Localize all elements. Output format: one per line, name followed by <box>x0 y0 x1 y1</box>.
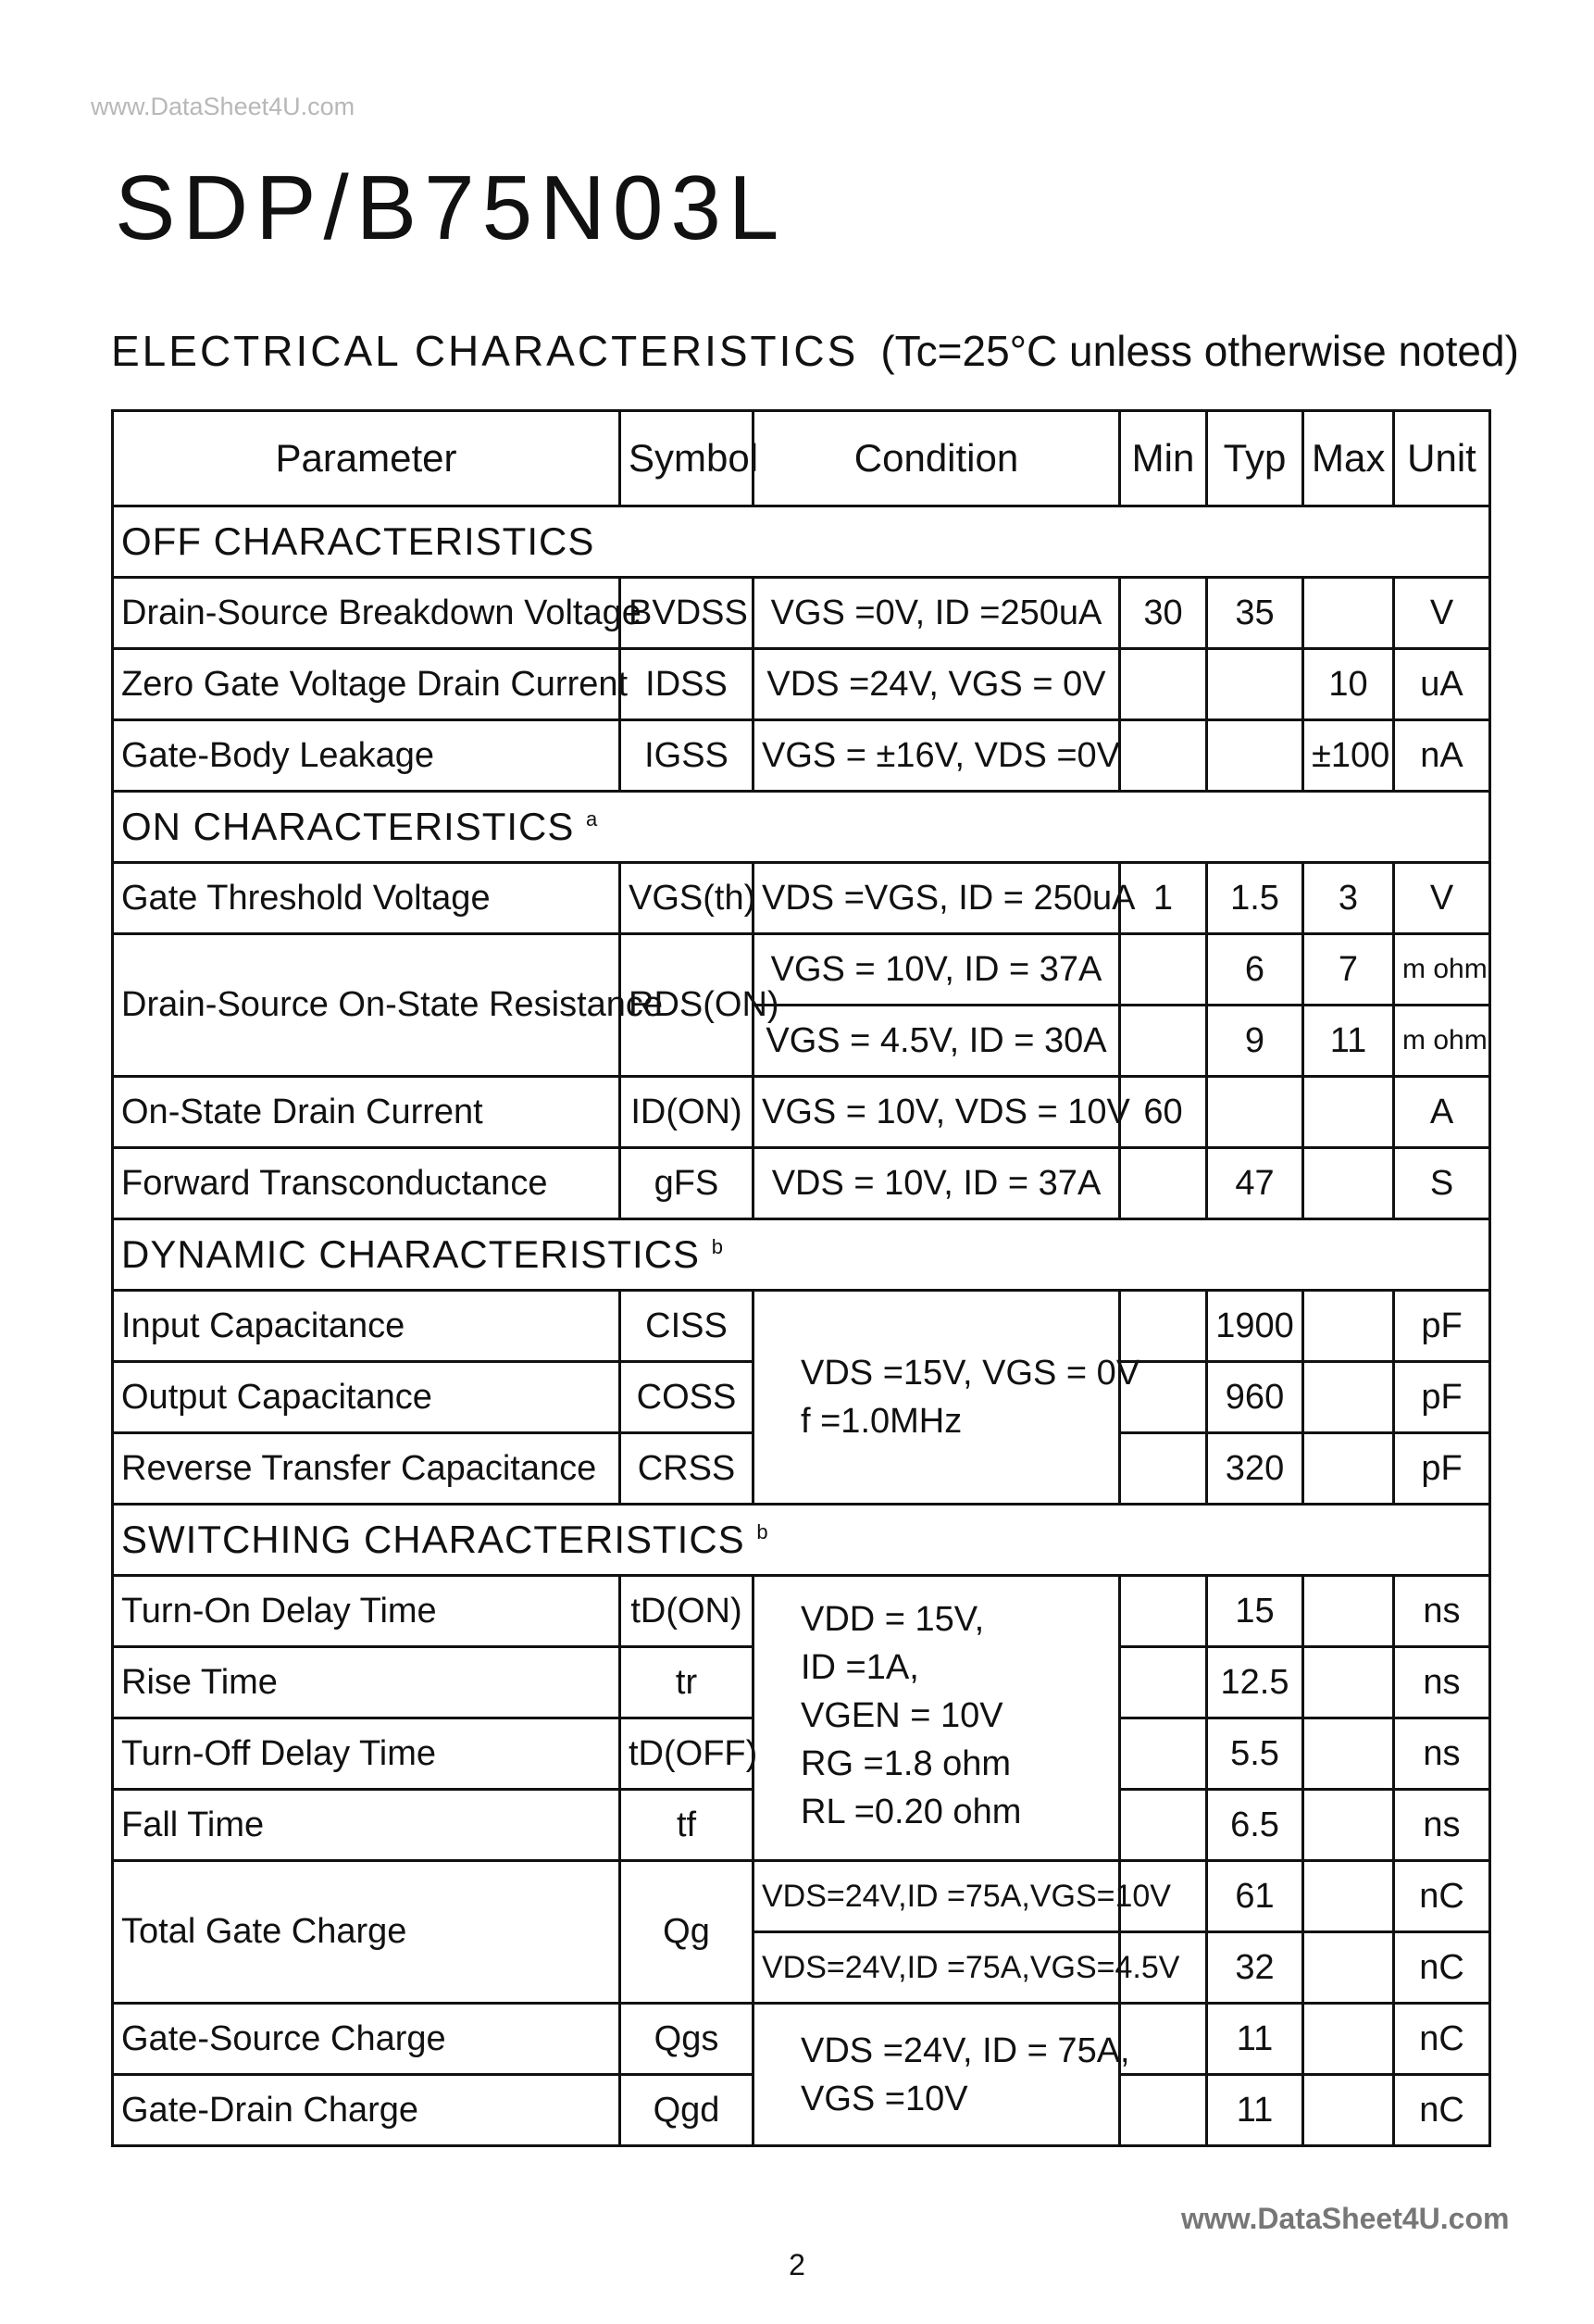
min-cell <box>1120 720 1207 792</box>
symbol-cell: COSS <box>620 1362 753 1433</box>
param-cell: Gate Threshold Voltage <box>113 863 620 934</box>
max-cell: 3 <box>1303 863 1394 934</box>
typ-cell: 11 <box>1207 2004 1303 2075</box>
section-row <box>113 506 1490 578</box>
condition-cell <box>753 2004 1130 2146</box>
unit-cell: V <box>1394 578 1490 649</box>
symbol-cell: IGSS <box>620 720 753 792</box>
table-row <box>113 934 1490 1006</box>
page-title: SDP/B75N03L <box>115 156 787 258</box>
max-cell <box>1303 1576 1394 1647</box>
param-cell: Gate-Body Leakage <box>113 720 620 792</box>
min-cell: 60 <box>1120 1077 1207 1148</box>
symbol-cell: VGS(th) <box>620 863 753 934</box>
typ-cell: 11 <box>1207 2075 1303 2146</box>
condition-line: VGS =10V <box>801 2079 968 2118</box>
max-cell <box>1303 1861 1394 1932</box>
page-number: 2 <box>789 2248 805 2281</box>
param-cell: Input Capacitance <box>113 1291 620 1362</box>
symbol-cell: tD(OFF) <box>620 1718 753 1790</box>
table-row <box>113 720 1490 792</box>
condition-line: VGEN = 10V <box>801 1696 1003 1735</box>
min-cell <box>1120 1647 1207 1718</box>
typ-cell <box>1207 720 1303 792</box>
header-typ: Typ <box>1207 411 1303 506</box>
condition-cell: VGS = 10V, ID = 37A <box>753 934 1120 1006</box>
symbol-cell: Qg <box>620 1861 753 2004</box>
max-cell: ±100 <box>1303 720 1394 792</box>
condition-line: RG =1.8 ohm <box>801 1744 1012 1783</box>
symbol-cell: ID(ON) <box>620 1077 753 1148</box>
unit-cell: V <box>1394 863 1490 934</box>
header-row <box>113 411 1490 506</box>
table-row <box>113 1148 1490 1219</box>
max-cell: 7 <box>1303 934 1394 1006</box>
min-cell <box>1120 1291 1207 1362</box>
unit-cell: ns <box>1394 1718 1490 1790</box>
condition-line: ID =1A, <box>801 1648 919 1687</box>
max-cell <box>1303 1077 1394 1148</box>
header-parameter: Parameter <box>113 411 620 506</box>
section-dynamic <box>113 1219 1490 1291</box>
symbol-cell: BVDSS <box>620 578 753 649</box>
unit-cell: ns <box>1394 1647 1490 1718</box>
param-cell: Drain-Source Breakdown Voltage <box>113 578 620 649</box>
footnote-marker: a <box>586 807 599 831</box>
condition-cell: VDS =24V, VGS = 0V <box>753 649 1120 720</box>
section-heading <box>111 326 1519 376</box>
unit-cell: pF <box>1394 1362 1490 1433</box>
typ-cell <box>1207 649 1303 720</box>
subtitle-text: ELECTRICAL CHARACTERISTICS <box>111 327 859 375</box>
min-cell: 1 <box>1120 863 1207 934</box>
section-label: ON CHARACTERISTICS <box>121 805 575 848</box>
param-cell: Drain-Source On-State Resistance <box>113 934 620 1077</box>
unit-cell: nC <box>1394 1932 1490 2004</box>
param-cell: Reverse Transfer Capacitance <box>113 1433 620 1505</box>
typ-cell: 47 <box>1207 1148 1303 1219</box>
unit-cell: nC <box>1394 1861 1490 1932</box>
typ-cell: 5.5 <box>1207 1718 1303 1790</box>
section-off: OFF CHARACTERISTICS <box>113 506 1490 578</box>
table-row <box>113 1861 1490 1932</box>
typ-cell: 12.5 <box>1207 1647 1303 1718</box>
table-row <box>113 1291 1490 1362</box>
max-cell <box>1303 1932 1394 2004</box>
symbol-cell: tr <box>620 1647 753 1718</box>
section-switching <box>113 1505 1490 1576</box>
header-symbol: Symbol <box>620 411 753 506</box>
condition-cell: VGS = ±16V, VDS =0V <box>753 720 1120 792</box>
typ-cell: 32 <box>1207 1932 1303 2004</box>
unit-cell: A <box>1394 1077 1490 1148</box>
unit-cell: pF <box>1394 1433 1490 1505</box>
param-cell: Turn-On Delay Time <box>113 1576 620 1647</box>
typ-cell: 960 <box>1207 1362 1303 1433</box>
min-cell: 30 <box>1120 578 1207 649</box>
condition-cell: VDS = 10V, ID = 37A <box>753 1148 1120 1219</box>
condition-line: RL =0.20 ohm <box>801 1793 1022 1831</box>
table-row <box>113 1576 1490 1647</box>
min-cell <box>1120 649 1207 720</box>
typ-cell: 35 <box>1207 578 1303 649</box>
typ-cell: 61 <box>1207 1861 1303 1932</box>
max-cell: 10 <box>1303 649 1394 720</box>
footnote-marker: b <box>711 1235 724 1258</box>
unit-cell: nC <box>1394 2075 1490 2146</box>
max-cell <box>1303 2075 1394 2146</box>
min-cell <box>1120 2075 1207 2146</box>
param-cell: Zero Gate Voltage Drain Current <box>113 649 620 720</box>
max-cell <box>1303 1647 1394 1718</box>
max-cell <box>1303 1433 1394 1505</box>
max-cell: 11 <box>1303 1006 1394 1077</box>
max-cell <box>1303 2004 1394 2075</box>
unit-cell: uA <box>1394 649 1490 720</box>
table-row <box>113 863 1490 934</box>
condition-cell: VGS = 10V, VDS = 10V <box>753 1077 1120 1148</box>
unit-cell: pF <box>1394 1291 1490 1362</box>
header-condition: Condition <box>753 411 1120 506</box>
condition-cell <box>753 1576 1120 1861</box>
condition-cell <box>753 1291 1140 1505</box>
unit-cell: nA <box>1394 720 1490 792</box>
symbol-cell: tD(ON) <box>620 1576 753 1647</box>
condition-line: VDS =15V, VGS = 0V <box>801 1354 1140 1393</box>
max-cell <box>1303 578 1394 649</box>
min-cell <box>1120 1148 1207 1219</box>
header-max: Max <box>1303 411 1394 506</box>
max-cell <box>1303 1291 1394 1362</box>
min-cell <box>1120 1718 1207 1790</box>
unit-cell: m ohm <box>1394 934 1490 1006</box>
param-cell: Turn-Off Delay Time <box>113 1718 620 1790</box>
max-cell <box>1303 1718 1394 1790</box>
param-cell: Gate-Source Charge <box>113 2004 620 2075</box>
table-row <box>113 649 1490 720</box>
watermark-top: www.DataSheet4U.com <box>91 93 355 120</box>
section-label: DYNAMIC CHARACTERISTICS <box>121 1232 701 1276</box>
typ-cell: 320 <box>1207 1433 1303 1505</box>
condition-cell: VDS=24V,ID =75A,VGS=10V <box>753 1861 1120 1932</box>
symbol-cell: CRSS <box>620 1433 753 1505</box>
symbol-cell: Qgs <box>620 2004 753 2075</box>
typ-cell: 9 <box>1207 1006 1303 1077</box>
min-cell <box>1120 1433 1207 1505</box>
condition-cell: VDS=24V,ID =75A,VGS=4.5V <box>753 1932 1120 2004</box>
table-row <box>113 2004 1490 2075</box>
max-cell <box>1303 1148 1394 1219</box>
unit-cell: ns <box>1394 1790 1490 1861</box>
unit-cell: nC <box>1394 2004 1490 2075</box>
condition-line: VDS =24V, ID = 75A, <box>801 2030 1130 2070</box>
unit-cell: ns <box>1394 1576 1490 1647</box>
header-unit: Unit <box>1394 411 1490 506</box>
max-cell <box>1303 1362 1394 1433</box>
table-row <box>113 1077 1490 1148</box>
table-row <box>113 578 1490 649</box>
header-min: Min <box>1120 411 1207 506</box>
param-cell: Rise Time <box>113 1647 620 1718</box>
condition-cell: VGS =0V, ID =250uA <box>753 578 1120 649</box>
max-cell <box>1303 1790 1394 1861</box>
footnote-marker: b <box>756 1520 769 1543</box>
typ-cell: 1900 <box>1207 1291 1303 1362</box>
watermark-bottom: www.DataSheet4U.com <box>1181 2202 1510 2235</box>
min-cell <box>1120 934 1207 1006</box>
min-cell <box>1120 1006 1207 1077</box>
symbol-cell: Qgd <box>620 2075 753 2146</box>
typ-cell: 15 <box>1207 1576 1303 1647</box>
subtitle-note: (Tc=25°C unless otherwise noted) <box>880 327 1519 375</box>
section-row <box>113 792 1490 863</box>
condition-cell: VDS =VGS, ID = 250uA <box>753 863 1120 934</box>
symbol-cell: tf <box>620 1790 753 1861</box>
section-on <box>113 792 1490 863</box>
param-cell: Total Gate Charge <box>113 1861 620 2004</box>
param-cell: On-State Drain Current <box>113 1077 620 1148</box>
section-row <box>113 1219 1490 1291</box>
unit-cell: m ohm <box>1394 1006 1490 1077</box>
section-row <box>113 1505 1490 1576</box>
param-cell: Fall Time <box>113 1790 620 1861</box>
condition-cell: VGS = 4.5V, ID = 30A <box>753 1006 1120 1077</box>
typ-cell: 6 <box>1207 934 1303 1006</box>
section-label: SWITCHING CHARACTERISTICS <box>121 1518 745 1561</box>
electrical-characteristics-table <box>111 409 1491 2147</box>
symbol-cell: gFS <box>620 1148 753 1219</box>
min-cell <box>1120 1576 1207 1647</box>
min-cell <box>1120 2004 1207 2075</box>
typ-cell: 1.5 <box>1207 863 1303 934</box>
symbol-cell: IDSS <box>620 649 753 720</box>
symbol-cell: RDS(ON) <box>620 934 753 1077</box>
param-cell: Output Capacitance <box>113 1362 620 1433</box>
min-cell <box>1120 1790 1207 1861</box>
param-cell: Gate-Drain Charge <box>113 2075 620 2146</box>
typ-cell <box>1207 1077 1303 1148</box>
condition-line: f =1.0MHz <box>801 1402 963 1441</box>
param-cell: Forward Transconductance <box>113 1148 620 1219</box>
symbol-cell: CISS <box>620 1291 753 1362</box>
condition-line: VDD = 15V, <box>801 1600 985 1639</box>
typ-cell: 6.5 <box>1207 1790 1303 1861</box>
unit-cell: S <box>1394 1148 1490 1219</box>
